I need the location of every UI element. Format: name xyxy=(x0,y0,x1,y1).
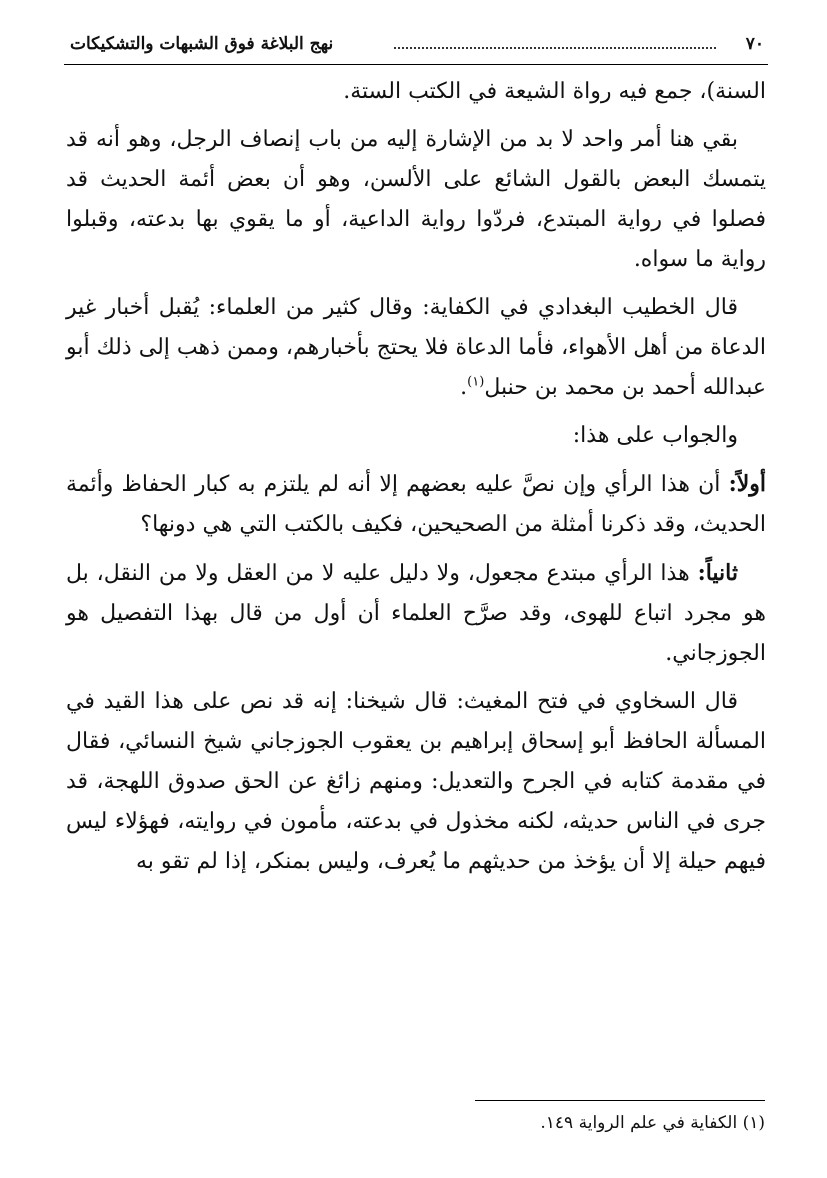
footnote-separator xyxy=(475,1100,765,1101)
paragraph-3-end: . xyxy=(460,375,468,400)
paragraph-5-text: أن هذا الرأي وإن نصَّ عليه بعضهم إلا أنه لم يلتزم به كبار الحفاظ وأئمة الحديث، وقد ذكرنا أمثلة من الصحيحين، فكيف بالكتب التي هي دونها؟ xyxy=(66,472,766,537)
paragraph-6-lead: ثانياً: xyxy=(697,560,738,586)
paragraph-6 xyxy=(66,553,766,674)
paragraph-2: بقي هنا أمر واحد لا بد من الإشارة إليه من باب إنصاف الرجل، وهو أنه قد يتمسك البعض بالقول الشائع على الألسن، وهو أن بعض أئمة الحديث قد فصلوا في رواية المبتدع، فردّوا رواية الداعية، أو ما يقوي بها بدعته، وقبلوا رواية ما سواه. xyxy=(66,127,766,272)
page-number: ٧٠ xyxy=(745,34,764,54)
footnote: (١) الكفاية في علم الرواية ١٤٩. xyxy=(540,1113,765,1133)
paragraph-6-text: هذا الرأي مبتدع مجعول، ولا دليل عليه لا من العقل ولا من النقل، بل هو مجرد اتباع للهوى، وقد صرَّح العلماء أن أول من قال بهذا التفصيل هو الجوزجاني. xyxy=(66,561,766,666)
paragraph-5 xyxy=(66,464,766,545)
paragraph-5-lead: أولاً: xyxy=(728,471,766,497)
paragraph-4: والجواب على هذا: xyxy=(572,423,738,448)
header-dot-leader xyxy=(394,33,716,49)
paragraph-7: قال السخاوي في فتح المغيث: قال شيخنا: إنه قد نص على هذا القيد في المسألة الحافظ أبو إسحاق إبراهيم بن يعقوب الجوزجاني شيخ النسائي، فقال في مقدمة كتابه في الجرح والتعديل: ومنهم زائغ عن الحق صدوق اللهجة، قد جرى في الناس حديثه، لكنه مخذول في بدعته، مأمون في روايته، فهؤلاء ليس فيهم حيلة إلا أن يؤخذ من حديثهم ما يُعرف، وليس بمنكر، إذا لم تقو به xyxy=(66,689,766,874)
page-body xyxy=(66,72,766,890)
paragraph-1: السنة)، جمع فيه رواة الشيعة في الكتب الستة. xyxy=(343,79,766,104)
book-title: نهج البلاغة فوق الشبهات والتشكيكات xyxy=(70,34,334,54)
running-header xyxy=(64,30,768,65)
paragraph-3-text: قال الخطيب البغدادي في الكفاية: وقال كثير من العلماء: يُقبل أخبار غير الدعاة من أهل الأهواء، فأما الدعاة فلا يحتج بأخبارهم، وممن ذهب إلى ذلك أبو عبدالله أحمد بن محمد بن حنبل xyxy=(66,295,766,400)
paragraph-3 xyxy=(66,288,766,408)
footnote-reference[interactable]: (١) xyxy=(467,374,485,390)
